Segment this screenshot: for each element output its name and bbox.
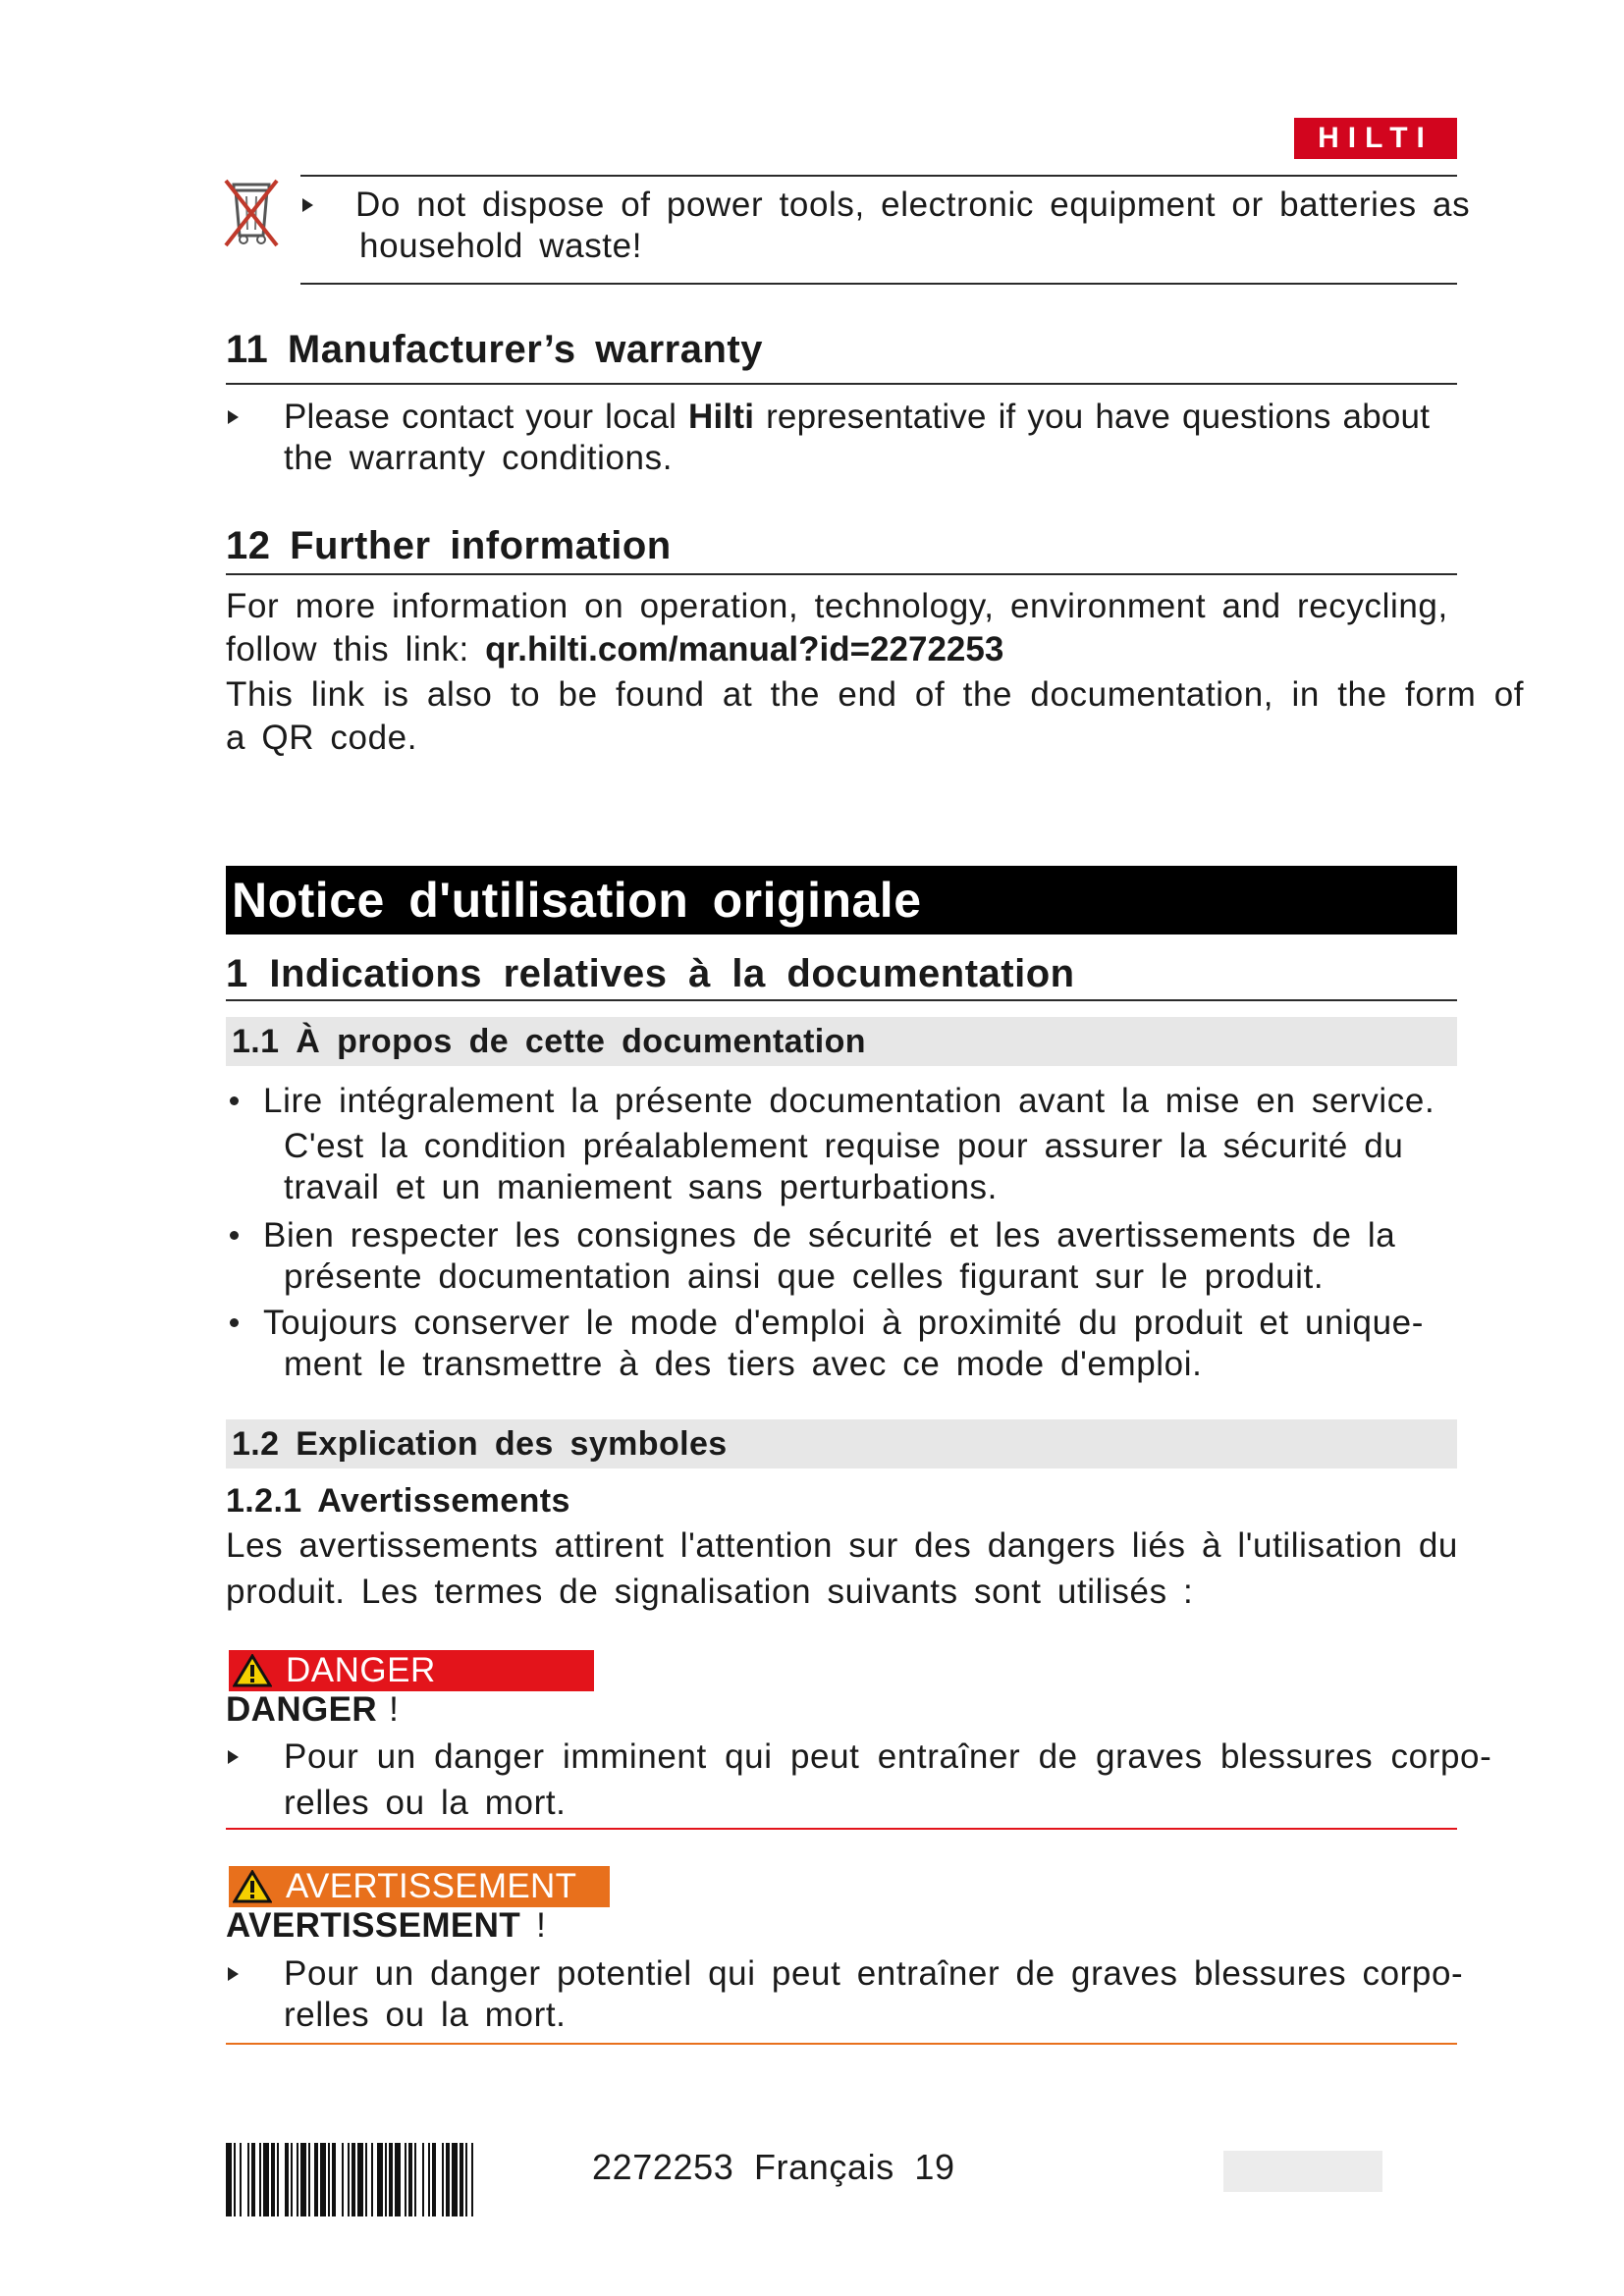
- manual-link[interactable]: qr.hilti.com/manual?id=2272253: [485, 630, 1004, 668]
- section-12-rule: [226, 573, 1457, 575]
- bullet-3-line1: Toujours conserver le mode d'emploi à proximité du produit et unique-: [263, 1304, 1424, 1342]
- triangle-bullet-icon: [228, 1750, 239, 1764]
- barcode-bar: [465, 2143, 467, 2216]
- barcode-bar: [234, 2143, 236, 2216]
- disposal-line1: Do not dispose of power tools, electronic equipment or batteries as: [355, 186, 1471, 224]
- french-banner: [226, 866, 1457, 934]
- footer-page-info: [592, 2146, 955, 2189]
- french-banner-title: Notice d'utilisation originale: [232, 873, 922, 928]
- section-1-rule: [226, 999, 1457, 1001]
- warning-triangle-icon: [233, 1870, 272, 1903]
- subsection-1-1-title: 1.1 À propos de cette documentation: [232, 1023, 866, 1060]
- barcode-bar: [442, 2143, 444, 2216]
- further-info-line3: This link is also to be found at the end of the documentation, in the form of: [226, 675, 1525, 714]
- crossed-bin-icon: [220, 175, 285, 253]
- hilti-logo: [1294, 118, 1457, 159]
- barcode-bar: [247, 2143, 249, 2216]
- barcode-bar: [446, 2143, 450, 2216]
- hilti-brand-name: Hilti: [688, 398, 755, 436]
- barcode-bar: [332, 2143, 336, 2216]
- avertissement-label: AVERTISSEMENT: [286, 1867, 577, 1905]
- bullet-2-line1: Bien respecter les consignes de sécurité et les avertissements de la: [263, 1216, 1396, 1255]
- barcode-bar: [428, 2143, 430, 2216]
- barcode-bar: [395, 2143, 401, 2216]
- disposal-bottom-rule: [300, 283, 1457, 285]
- barcode-bar: [452, 2143, 458, 2216]
- barcode-bar: [352, 2143, 355, 2216]
- barcode-bar: [297, 2143, 298, 2216]
- danger-heading: DANGER !: [226, 1690, 399, 1729]
- avertissement-heading: AVERTISSEMENT !: [226, 1906, 546, 1945]
- avertissement-bottom-rule: [226, 2043, 1457, 2045]
- danger-label-box: [229, 1650, 594, 1691]
- section-1-title: 1 Indications relatives à la documentation: [226, 952, 1075, 995]
- bullet-dot-icon: [230, 1318, 239, 1327]
- further-info-line2: follow this link: qr.hilti.com/manual?id=2272253: [226, 630, 1004, 668]
- danger-line2: relles ou la mort.: [284, 1784, 567, 1822]
- avertissement-line2: relles ou la mort.: [284, 1996, 567, 2034]
- barcode-bar: [328, 2143, 330, 2216]
- barcode-bar: [460, 2143, 463, 2216]
- bullet-dot-icon: [230, 1096, 239, 1105]
- barcode-bar: [259, 2143, 261, 2216]
- danger-label: DANGER: [286, 1651, 436, 1689]
- barcode-bar: [277, 2143, 279, 2216]
- avertissement-label-box: [229, 1866, 610, 1907]
- barcode-bar: [414, 2143, 416, 2216]
- barcode-bar: [308, 2143, 310, 2216]
- bullet-3-line2: ment le transmettre à des tiers avec ce mode d'emploi.: [284, 1345, 1203, 1383]
- footer-page-number: 19: [914, 2147, 955, 2187]
- barcode-bar: [226, 2143, 232, 2216]
- bullet-dot-icon: [230, 1231, 239, 1240]
- barcode-bar: [365, 2143, 367, 2216]
- barcode-bar: [422, 2143, 424, 2216]
- subsection-1-2-1-title: 1.2.1 Avertissements: [226, 1482, 570, 1520]
- bullet-2-line2: présente documentation ainsi que celles figurant sur le produit.: [284, 1257, 1325, 1296]
- subsection-1-2-title: 1.2 Explication des symboles: [232, 1425, 728, 1463]
- barcode-bar: [314, 2143, 318, 2216]
- barcode-bar: [342, 2143, 344, 2216]
- barcode-bar: [291, 2143, 293, 2216]
- footer-grey-box: [1223, 2151, 1382, 2192]
- hilti-logo-text: HILTI: [1318, 122, 1434, 154]
- section-11-rule: [226, 383, 1457, 385]
- barcode-bar: [371, 2143, 373, 2216]
- further-info-line1: For more information on operation, technology, environment and recycling,: [226, 587, 1448, 625]
- footer-doc-number: 2272253: [592, 2147, 734, 2187]
- triangle-bullet-icon: [228, 1967, 239, 1981]
- barcode-bar: [348, 2143, 350, 2216]
- avertissement-line1: Pour un danger potentiel qui peut entraîner de graves blessures corpo-: [284, 1954, 1464, 1993]
- section-11-title: 11 Manufacturer’s warranty: [226, 328, 763, 371]
- bullet-1-line3: travail et un maniement sans perturbations.: [284, 1168, 998, 1206]
- barcode-bar: [377, 2143, 383, 2216]
- barcode-bar: [240, 2143, 242, 2216]
- triangle-bullet-icon: [302, 198, 313, 212]
- barcode-bar: [285, 2143, 289, 2216]
- barcode-bar: [300, 2143, 306, 2216]
- disposal-line2: household waste!: [359, 227, 643, 265]
- barcode-bar: [263, 2143, 269, 2216]
- warranty-text-line1: Please contact your local Hilti representative if you have questions about: [284, 398, 1431, 436]
- danger-line1: Pour un danger imminent qui peut entraîner de graves blessures corpo-: [284, 1737, 1492, 1776]
- barcode-bar: [471, 2143, 473, 2216]
- barcode-bar: [320, 2143, 326, 2216]
- warning-triangle-icon: [233, 1654, 272, 1687]
- barcode: [226, 2143, 560, 2216]
- warnings-intro-line2: produit. Les termes de signalisation suivants sont utilisés :: [226, 1573, 1194, 1611]
- warnings-intro-line1: Les avertissements attirent l'attention sur des dangers liés à l'utilisation du: [226, 1526, 1458, 1565]
- disposal-top-rule: [300, 175, 1457, 177]
- barcode-bar: [385, 2143, 387, 2216]
- barcode-bar: [432, 2143, 436, 2216]
- danger-bottom-rule: [226, 1828, 1457, 1830]
- section-12-title: 12 Further information: [226, 524, 672, 567]
- barcode-bar: [405, 2143, 406, 2216]
- further-info-line4: a QR code.: [226, 719, 418, 757]
- footer-language: Français: [753, 2147, 894, 2187]
- barcode-bar: [251, 2143, 255, 2216]
- barcode-bar: [408, 2143, 412, 2216]
- triangle-bullet-icon: [228, 410, 239, 424]
- bullet-1-line1: Lire intégralement la présente documentation avant la mise en service.: [263, 1082, 1435, 1120]
- barcode-bar: [357, 2143, 363, 2216]
- warranty-text-line2: the warranty conditions.: [284, 439, 674, 477]
- barcode-bar: [389, 2143, 393, 2216]
- bullet-1-line2: C'est la condition préalablement requise pour assurer la sécurité du: [284, 1127, 1404, 1165]
- barcode-bar: [271, 2143, 275, 2216]
